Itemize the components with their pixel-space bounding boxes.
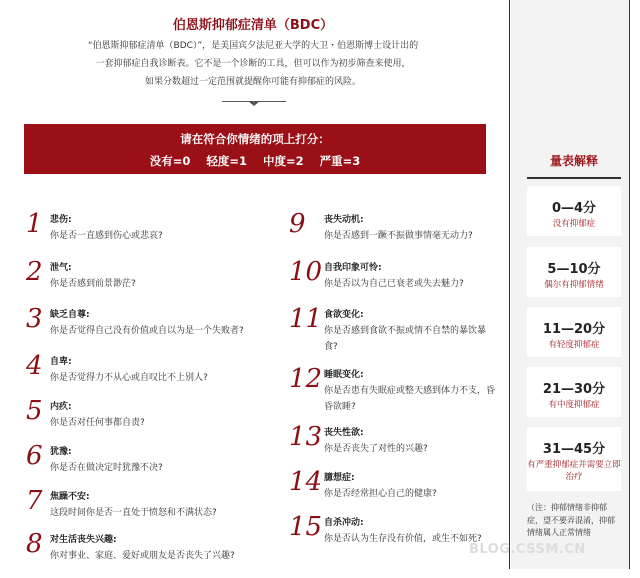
question-item: [289, 468, 499, 516]
question-number: 10: [289, 257, 323, 287]
question-text: 你是否丧失了对性的兴趣?: [324, 444, 428, 454]
score-range: 0—4分: [551, 201, 597, 216]
score-label: 没有抑郁症: [552, 219, 596, 229]
question-item: [26, 305, 278, 353]
score-range-card: [527, 367, 621, 417]
score-label: 有中度抑郁症: [548, 400, 600, 410]
question-number: 7: [26, 486, 43, 516]
question-heading: 睡眠变化:: [324, 370, 364, 380]
score-label: 有轻度抑郁症: [548, 340, 600, 350]
question-item: [26, 258, 278, 306]
question-number: 15: [289, 512, 323, 542]
question-heading: 臆想症:: [324, 473, 355, 483]
score-range-card: [527, 427, 621, 491]
question-number: 4: [26, 351, 43, 381]
question-item: [289, 258, 499, 306]
intro-line: “伯恩斯抑郁症清单（BDC）”，是美国宾夕法尼亚大学的大卫・伯恩斯博士设计出的: [87, 41, 419, 51]
score-range-card: [527, 247, 621, 297]
question-number: 1: [26, 209, 43, 239]
question-text: 你是否认为生存没有价值，或生不如死?: [324, 534, 482, 544]
score-range: 21—30分: [542, 382, 606, 397]
question-heading: 内疚:: [50, 402, 72, 412]
score-range-card: [527, 186, 621, 236]
question-number: 11: [289, 304, 323, 334]
question-text: 你是否经常担心自己的健康?: [324, 489, 437, 499]
question-heading: 对生活丧失兴趣:: [50, 535, 117, 545]
question-number: 14: [289, 467, 323, 497]
question-text: 你是否感到前景渺茫?: [50, 279, 136, 289]
question-text: 你是否患有失眠症或整天感到体力不支，昏昏欲睡?: [324, 386, 496, 412]
sidebar-title-underline: [527, 177, 621, 179]
question-heading: 犹豫:: [50, 447, 72, 457]
banner-scale: 没有=0 轻度=1 中度=2 严重=3: [149, 154, 361, 168]
sidebar-note: （注：抑郁情绪非抑郁症，望不要弄混淆，抑郁情绪属人正常情绪: [527, 503, 615, 537]
question-text: 你是否在做决定时犹豫不决?: [50, 463, 163, 473]
divider-arrow-icon: [248, 101, 260, 106]
sidebar-border-left: [509, 0, 510, 569]
question-item: [289, 513, 499, 561]
intro-text: [0, 37, 506, 91]
question-heading: 自卑:: [50, 357, 72, 367]
question-heading: 自我印象可怜:: [324, 263, 382, 273]
question-item: [289, 423, 499, 471]
question-number: 9: [289, 209, 306, 239]
banner-instruction: 请在符合你情绪的项上打分：: [180, 132, 330, 146]
question-heading: 丧失性欲:: [324, 428, 364, 438]
sidebar-border-right: [629, 0, 630, 569]
question-text: 你是否感到食欲不振或情不自禁的暴饮暴食?: [324, 326, 487, 352]
sidebar-title: 量表解释: [549, 154, 598, 168]
score-label: 有严重抑郁症并需要立即治疗: [527, 460, 621, 482]
question-item: [26, 397, 278, 445]
watermark: BLOG.CSSM.CN: [469, 542, 586, 557]
question-item: [26, 442, 278, 490]
question-text: 你是否以为自己已衰老或失去魅力?: [324, 279, 464, 289]
question-heading: 悲伤:: [50, 215, 72, 225]
question-text: 你是否一直感到伤心或悲哀?: [50, 231, 163, 241]
question-text: 你是否觉得自己没有价值或自以为是一个失败者?: [50, 326, 244, 336]
question-text: 你是否对任何事都自责?: [50, 418, 145, 428]
score-range: 11—20分: [542, 322, 606, 337]
question-number: 12: [289, 364, 323, 394]
score-range: 5—10分: [547, 262, 601, 277]
page-title: 伯恩斯抑郁症清单（BDC）: [172, 18, 334, 33]
score-range: 31—45分: [542, 442, 606, 457]
question-number: 8: [26, 529, 43, 559]
question-heading: 自杀冲动:: [324, 518, 364, 528]
question-number: 3: [26, 304, 43, 334]
question-heading: 泄气:: [50, 263, 72, 273]
score-range-card: [527, 307, 621, 357]
question-item: [26, 530, 278, 578]
question-number: 13: [289, 422, 323, 452]
intro-line: 一套抑郁症自我诊断表。它不是一个诊断的工具，但可以作为初步筛查来使用，: [95, 59, 411, 69]
question-number: 6: [26, 441, 43, 471]
question-item: [289, 305, 499, 353]
question-number: 5: [26, 396, 43, 426]
question-item: [289, 210, 499, 258]
intro-line: 如果分数超过一定范围就提醒你可能有抑郁症的风险。: [144, 77, 361, 87]
question-text: 你对事业、家庭、爱好或朋友是否丧失了兴趣?: [50, 551, 235, 561]
question-item: [26, 487, 278, 535]
question-text: 这段时间你是否一直处于愤怒和不满状态?: [50, 508, 217, 518]
scoring-banner: [24, 124, 486, 174]
question-heading: 食欲变化:: [324, 310, 364, 320]
question-item: [289, 365, 499, 413]
question-text: 你是否感到一蹶不振做事情毫无动力?: [324, 231, 473, 241]
score-label: 偶尔有抑郁情绪: [544, 280, 604, 290]
question-text: 你是否觉得力不从心或自叹比不上别人?: [50, 373, 208, 383]
question-heading: 丧失动机:: [324, 215, 364, 225]
question-heading: 缺乏自尊:: [50, 310, 90, 320]
question-number: 2: [26, 257, 43, 287]
question-item: [26, 210, 278, 258]
question-heading: 焦躁不安:: [50, 492, 90, 502]
question-item: [26, 352, 278, 400]
